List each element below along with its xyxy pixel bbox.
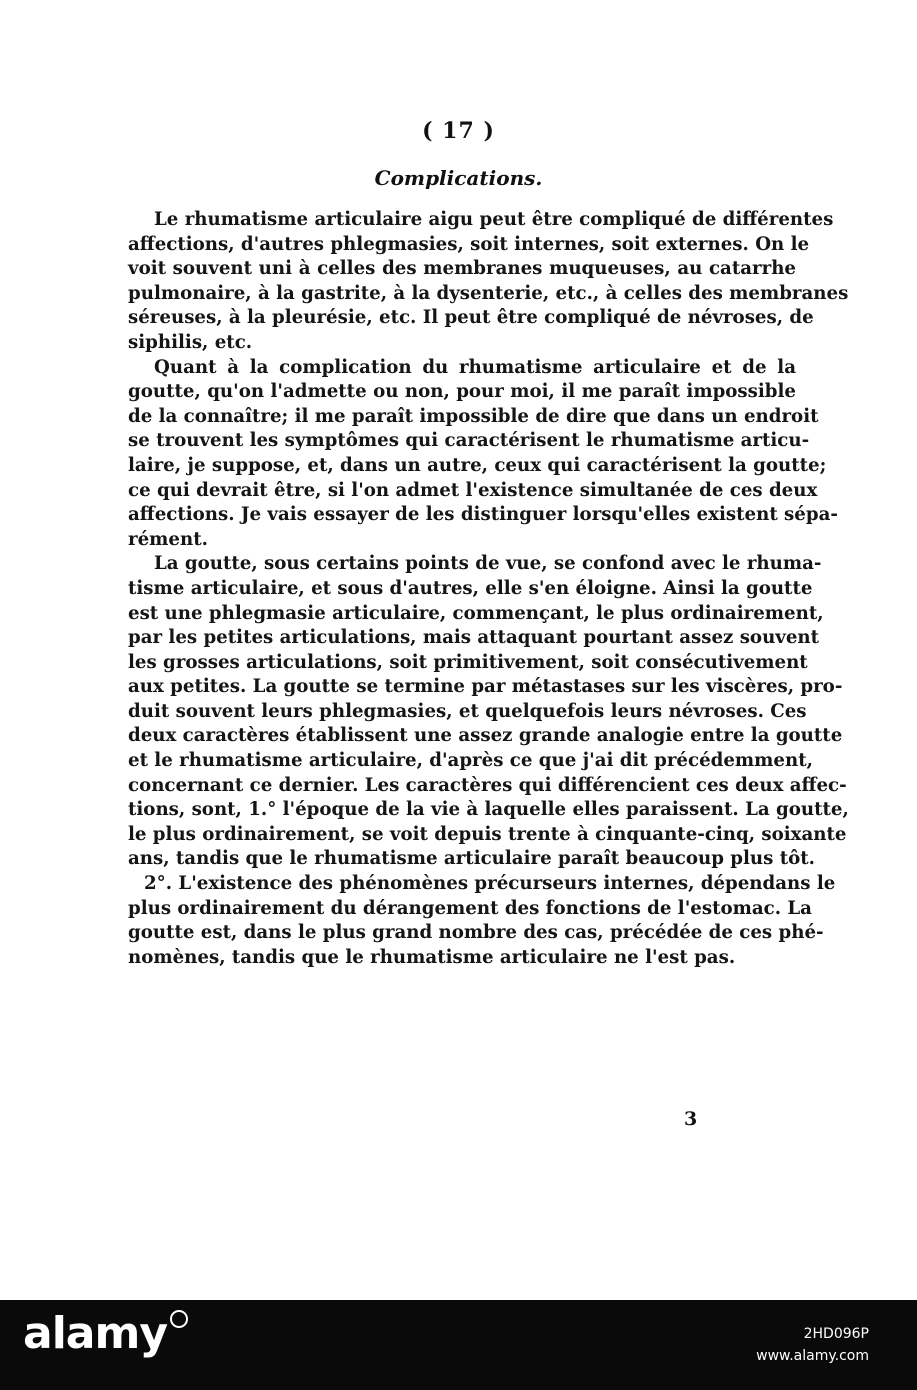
text-line: goutte est, dans le plus grand nombre des cas, précédée de ces phé-	[128, 922, 824, 944]
text-line: pulmonaire, à la gastrite, à la dysenterie, etc., à celles des membranes	[128, 282, 849, 304]
text-line: affections. Je vais essayer de les distinguer lorsqu'elles existent sépa-	[128, 504, 838, 526]
text-line: de la connaître; il me paraît impossible de dire que dans un endroit	[128, 405, 819, 427]
text-line: ans, tandis que le rhumatisme articulaire paraît beaucoup plus tôt.	[128, 848, 815, 870]
body-text	[128, 208, 849, 970]
signature-mark: 3	[684, 1108, 698, 1130]
text-line: les grosses articulations, soit primitivement, soit consécutivement	[128, 651, 808, 673]
text-line: duit souvent leurs phlegmasies, et quelquefois leurs névroses. Ces	[128, 700, 807, 722]
text-line: affections, d'autres phlegmasies, soit internes, soit externes. On le	[128, 233, 810, 255]
text-line: concernant ce dernier. Les caractères qui différencient ces deux affec-	[128, 774, 847, 796]
footer-url: www.alamy.com	[756, 1348, 869, 1364]
text-line: par les petites articulations, mais attaquant pourtant assez souvent	[128, 627, 820, 649]
text-line: aux petites. La goutte se termine par métastases sur les viscères, pro-	[128, 676, 843, 698]
text-line: siphilis, etc.	[128, 331, 253, 353]
page-number: ( 17 )	[422, 118, 495, 144]
watermark-footer	[0, 1300, 917, 1390]
text-line: Le rhumatisme articulaire aigu peut être compliqué de différentes	[154, 209, 834, 230]
image-id: 2HD096P	[803, 1326, 869, 1342]
text-line: rément.	[128, 528, 208, 550]
text-line: tisme articulaire, et sous d'autres, elle s'en éloigne. Ainsi la goutte	[128, 577, 813, 599]
text-line: ce qui devrait être, si l'on admet l'existence simultanée de ces deux	[128, 479, 818, 501]
text-line: tions, sont, 1.° l'époque de la vie à laquelle elles paraissent. La goutte,	[128, 799, 849, 821]
alamy-logo	[23, 1308, 188, 1359]
section-heading: Complications.	[374, 166, 543, 190]
text-line: plus ordinairement du dérangement des fonctions de l'estomac. La	[128, 897, 812, 919]
text-line: nomènes, tandis que le rhumatisme articulaire ne l'est pas.	[128, 946, 736, 968]
text-line: 2°. L'existence des phénomènes précurseurs internes, dépendans le	[144, 873, 836, 895]
text-line: est une phlegmasie articulaire, commençant, le plus ordinairement,	[128, 602, 824, 624]
text-line: voit souvent uni à celles des membranes muqueuses, au catarrhe	[128, 258, 796, 280]
text-line: Quant à la complication du rhumatisme articulaire et de la	[154, 356, 796, 378]
text-line: le plus ordinairement, se voit depuis trente à cinquante-cinq, soixante	[128, 823, 847, 845]
text-line: laire, je suppose, et, dans un autre, ceux qui caractérisent la goutte;	[128, 454, 827, 476]
text-line: goutte, qu'on l'admette ou non, pour moi, il me paraît impossible	[128, 381, 796, 403]
text-line: La goutte, sous certains points de vue, se confond avec le rhuma-	[154, 553, 822, 575]
logo-mark-icon	[170, 1310, 188, 1328]
text-line: deux caractères établissent une assez grande analogie entre la goutte	[128, 725, 843, 747]
text-line: séreuses, à la pleurésie, etc. Il peut être compliqué de névroses, de	[128, 307, 814, 329]
text-line: et le rhumatisme articulaire, d'après ce que j'ai dit précédemment,	[128, 750, 813, 772]
logo-text: alamy	[23, 1308, 167, 1359]
text-line: se trouvent les symptômes qui caractérisent le rhumatisme articu-	[128, 430, 810, 452]
